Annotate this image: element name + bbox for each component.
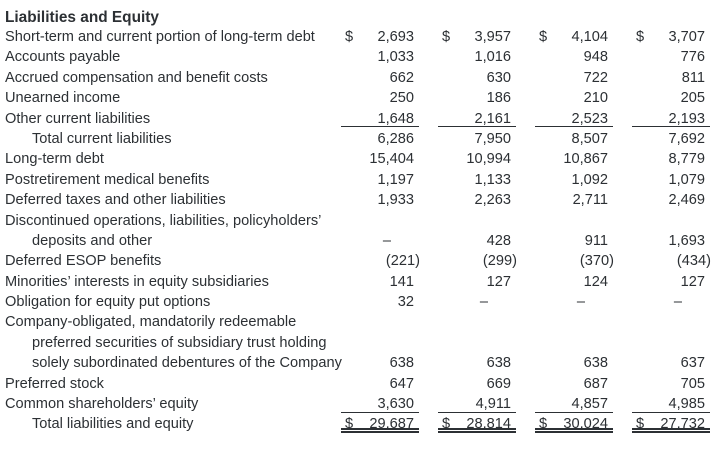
value-cell: [535, 28, 613, 46]
cell-value: 127: [680, 273, 705, 290]
value-cell: [535, 354, 613, 372]
value-cell: [632, 273, 710, 291]
dollar-sign: $: [539, 416, 548, 433]
row-label: Other current liabilities: [5, 110, 151, 127]
row-label: Unearned income: [5, 90, 121, 107]
cell-value: 2,161: [474, 110, 511, 127]
row-label: Obligation for equity put options: [5, 294, 211, 311]
value-cell: [632, 354, 710, 372]
cell-value: –: [382, 232, 391, 249]
row-label: Company-obligated, mandatorily redeemable: [5, 314, 297, 331]
value-cell: [632, 375, 710, 393]
value-cell: [438, 130, 516, 148]
value-cell: [632, 110, 710, 128]
value-cell: [632, 232, 710, 250]
value-cell: [535, 334, 613, 352]
value-cell: [438, 212, 516, 230]
cell-value: 4,104: [571, 29, 608, 45]
value-cell: [341, 415, 419, 433]
table-row: [5, 232, 710, 252]
cell-value: 8,779: [668, 151, 705, 168]
cell-value: 7,692: [668, 130, 705, 147]
cell-value: 4,857: [571, 396, 608, 413]
cell-value: 637: [680, 355, 705, 372]
cell-value: 250: [389, 90, 414, 107]
value-cell: [341, 293, 419, 311]
row-label: Accrued compensation and benefit costs: [5, 69, 268, 86]
row-label: Postretirement medical benefits: [5, 171, 210, 188]
value-cell: [438, 395, 516, 413]
value-cell: [535, 171, 613, 189]
value-cell: [341, 232, 419, 250]
table-row: [5, 293, 710, 313]
cell-value: 29,687: [369, 416, 414, 433]
cell-value: 911: [584, 232, 608, 249]
row-label: Common shareholders’ equity: [5, 396, 199, 413]
table-row: [5, 89, 710, 109]
cell-value: (434): [676, 253, 711, 270]
cell-value: 10,867: [563, 151, 608, 168]
dollar-sign: $: [636, 29, 645, 45]
table-row: [5, 110, 710, 130]
cell-value: 2,523: [571, 110, 608, 127]
value-cell: [632, 48, 710, 66]
value-cell: [438, 354, 516, 372]
cell-value: 4,911: [475, 396, 511, 413]
cell-value: 630: [486, 69, 511, 86]
value-cell: [341, 171, 419, 189]
value-cell: [438, 110, 516, 128]
value-cell: [341, 395, 419, 413]
value-cell: [632, 69, 710, 87]
value-cell: [438, 28, 516, 46]
value-cell: [535, 395, 613, 413]
value-cell: [535, 48, 613, 66]
row-label: deposits and other: [32, 232, 153, 249]
table-row: [5, 334, 710, 354]
cell-value: 2,469: [668, 192, 705, 209]
value-cell: [535, 232, 613, 250]
value-cell: [438, 69, 516, 87]
table-body: [5, 28, 710, 436]
table-row: [5, 191, 710, 211]
table-row: [5, 48, 710, 68]
value-cell: [632, 89, 710, 107]
cell-value: 948: [583, 49, 608, 66]
value-cell: [535, 110, 613, 128]
row-label: Deferred taxes and other liabilities: [5, 192, 226, 209]
row-label: preferred securities of subsidiary trust holding: [32, 334, 327, 351]
table-row: [5, 415, 710, 435]
value-cell: [535, 150, 613, 168]
cell-value: –: [576, 294, 585, 311]
cell-value: 6,286: [377, 130, 414, 147]
row-label: Accounts payable: [5, 49, 121, 66]
table-row: [5, 252, 710, 272]
value-cell: [341, 313, 419, 331]
cell-value: 1,933: [377, 192, 414, 209]
cell-value: 2,263: [474, 192, 511, 209]
cell-value: 210: [583, 90, 608, 107]
value-cell: [535, 212, 613, 230]
value-cell: [632, 150, 710, 168]
value-cell: [632, 130, 710, 148]
cell-value: 28,814: [466, 416, 511, 433]
cell-value: 30,024: [563, 416, 608, 433]
value-cell: [438, 252, 516, 270]
value-cell: [341, 150, 419, 168]
row-label: Total current liabilities: [32, 130, 172, 147]
value-cell: [341, 69, 419, 87]
row-label: Discontinued operations, liabilities, policyholders’: [5, 212, 322, 229]
row-label: Deferred ESOP benefits: [5, 253, 162, 270]
cell-value: 32: [397, 294, 414, 311]
cell-value: 186: [486, 90, 511, 107]
cell-value: 3,630: [377, 396, 414, 413]
value-cell: [341, 89, 419, 107]
cell-value: 1,092: [571, 171, 608, 188]
dollar-sign: $: [345, 416, 354, 433]
cell-value: 428: [486, 232, 511, 249]
dollar-sign: $: [636, 416, 645, 433]
value-cell: [341, 375, 419, 393]
value-cell: [341, 48, 419, 66]
cell-value: 638: [389, 355, 414, 372]
value-cell: [341, 130, 419, 148]
table-row: [5, 395, 710, 415]
value-cell: [438, 89, 516, 107]
dollar-sign: $: [539, 29, 548, 45]
value-cell: [535, 130, 613, 148]
value-cell: [341, 28, 419, 46]
value-cell: [535, 313, 613, 331]
cell-value: 647: [389, 375, 414, 392]
table-row: [5, 375, 710, 395]
row-label: Minorities’ interests in equity subsidiaries: [5, 273, 269, 290]
cell-value: 705: [680, 375, 705, 392]
value-cell: [535, 293, 613, 311]
value-cell: [632, 334, 710, 352]
value-cell: [341, 273, 419, 291]
cell-value: 10,994: [466, 151, 511, 168]
table-row: [5, 28, 710, 48]
cell-value: 141: [389, 273, 414, 290]
cell-value: 2,193: [668, 110, 705, 127]
cell-value: 687: [583, 375, 608, 392]
value-cell: [632, 191, 710, 209]
value-cell: [438, 375, 516, 393]
cell-value: (221): [385, 253, 420, 270]
value-cell: [632, 212, 710, 230]
cell-value: 638: [486, 355, 511, 372]
value-cell: [438, 150, 516, 168]
value-cell: [438, 48, 516, 66]
cell-value: 205: [680, 90, 705, 107]
cell-value: 2,711: [572, 192, 608, 209]
cell-value: 638: [583, 355, 608, 372]
value-cell: [438, 334, 516, 352]
value-cell: [632, 313, 710, 331]
cell-value: 15,404: [369, 151, 414, 168]
table-row: [5, 212, 710, 232]
table-row: [5, 171, 710, 191]
cell-value: 662: [389, 69, 414, 86]
cell-value: 669: [486, 375, 511, 392]
value-cell: [438, 293, 516, 311]
value-cell: [341, 191, 419, 209]
cell-value: 27,732: [660, 416, 705, 433]
cell-value: 3,707: [668, 29, 705, 45]
cell-value: 1,648: [377, 110, 414, 127]
table-row: [5, 130, 710, 150]
table-row: [5, 150, 710, 170]
table-row: [5, 313, 710, 333]
value-cell: [341, 252, 419, 270]
cell-value: 722: [583, 69, 608, 86]
value-cell: [438, 415, 516, 433]
value-cell: [438, 232, 516, 250]
value-cell: [535, 252, 613, 270]
value-cell: [341, 212, 419, 230]
cell-value: 776: [680, 49, 705, 66]
row-label: Total liabilities and equity: [32, 416, 194, 433]
dollar-sign: $: [345, 29, 354, 45]
value-cell: [535, 69, 613, 87]
row-label: Long-term debt: [5, 151, 104, 168]
cell-value: 1,033: [377, 49, 414, 66]
cell-value: 1,016: [474, 49, 511, 66]
value-cell: [341, 110, 419, 128]
cell-value: 127: [486, 273, 511, 290]
cell-value: 2,693: [377, 29, 414, 45]
value-cell: [341, 354, 419, 372]
value-cell: [438, 273, 516, 291]
cell-value: 124: [583, 273, 608, 290]
section-title: Liabilities and Equity: [5, 9, 159, 26]
value-cell: [438, 171, 516, 189]
value-cell: [632, 293, 710, 311]
value-cell: [632, 252, 710, 270]
cell-value: 1,197: [377, 171, 414, 188]
cell-value: (299): [482, 253, 517, 270]
cell-value: –: [673, 294, 682, 311]
value-cell: [535, 415, 613, 433]
value-cell: [535, 273, 613, 291]
table-row: [5, 273, 710, 293]
cell-value: –: [479, 294, 488, 311]
dollar-sign: $: [442, 416, 451, 433]
value-cell: [438, 191, 516, 209]
dollar-sign: $: [442, 29, 451, 45]
table-row: [5, 354, 710, 374]
cell-value: 3,957: [474, 29, 511, 45]
value-cell: [535, 89, 613, 107]
value-cell: [341, 334, 419, 352]
value-cell: [632, 28, 710, 46]
cell-value: 1,133: [474, 171, 511, 188]
cell-value: 1,693: [668, 232, 705, 249]
row-label: Preferred stock: [5, 375, 104, 392]
cell-value: (370): [579, 253, 614, 270]
value-cell: [438, 313, 516, 331]
row-label: Short-term and current portion of long-term debt: [5, 29, 315, 45]
cell-value: 7,950: [474, 130, 511, 147]
value-cell: [632, 415, 710, 433]
value-cell: [535, 375, 613, 393]
row-label: solely subordinated debentures of the Company: [32, 355, 342, 372]
value-cell: [535, 191, 613, 209]
cell-value: 1,079: [668, 171, 705, 188]
table-row: [5, 69, 710, 89]
cell-value: 4,985: [668, 396, 705, 413]
value-cell: [632, 171, 710, 189]
cell-value: 811: [681, 69, 705, 86]
cell-value: 8,507: [571, 130, 608, 147]
value-cell: [632, 395, 710, 413]
